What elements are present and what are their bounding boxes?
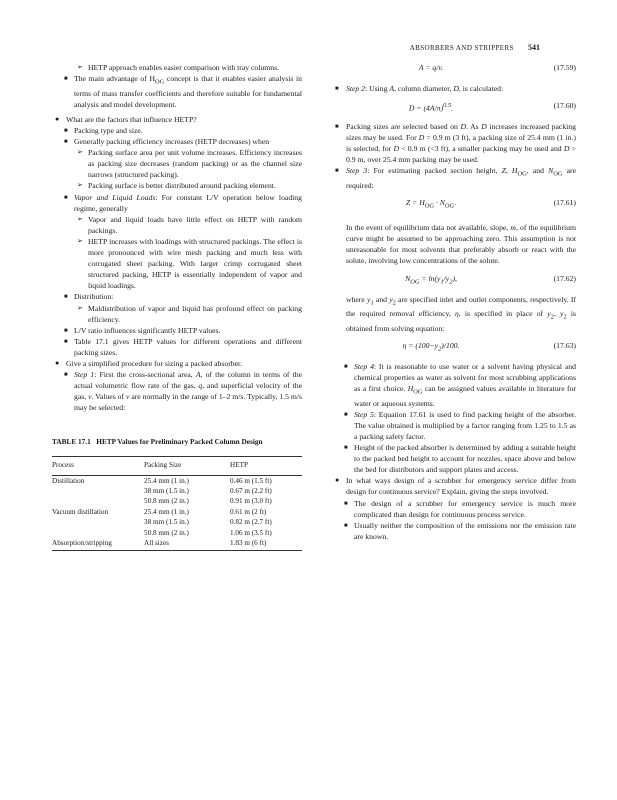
table-cell: 1.06 m (3.5 ft) — [230, 528, 272, 537]
table-cell: All sizes — [144, 538, 230, 551]
table-row — [52, 496, 302, 506]
paragraph: In the event of equilibrium data not available, slope, m, of the equilibrium curve might be assumed to be approaching zero. This assumption is not unreasonable for most solvents that preferably absorb or react with the solute, involving low concentrations of the solute. — [346, 223, 576, 266]
square-bullet-icon: ■ — [335, 124, 339, 131]
paragraph: ■ Table 17.1 gives HETP values for different operations and different packing sizes. — [64, 336, 302, 357]
equation-17-59 — [332, 62, 576, 77]
arrow-bullet-icon: ➢ — [77, 148, 83, 157]
equation-number: (17.61) — [553, 198, 576, 208]
paragraph: ■ Step 5: Equation 17.61 is used to find packing height of the absorber. The value obtained is multiplied by a factor ranging from 1.25 to 1.5 as a packing safety factor. — [344, 409, 576, 441]
table-row — [52, 486, 302, 496]
table-cell: 1.83 m (6 ft) — [230, 538, 302, 551]
table-row — [52, 528, 302, 538]
paragraph: where $y_1$ and $y_2$ are specified inlet and outlet components, respectively. If the required removal efficiency, η, is specified in place of $y_2$, $y_2$ is obtained from solving equation: — [346, 294, 576, 333]
hetp-table — [52, 456, 302, 551]
arrow-bullet-icon: ➢ — [77, 214, 83, 223]
equation-number: (17.59) — [553, 63, 576, 72]
arrow-bullet-icon: ➢ — [77, 236, 83, 245]
equation-body: A = q/v. — [418, 63, 444, 72]
square-bullet-icon: ■ — [64, 372, 68, 379]
paragraph: ■ Packing sizes are selected based on D. As D increases increased packing sizes may be used. For D = 0.9 m (3 ft), a packing size of 25.4 mm (1 in.) is selected, for D < 0.9 m (<3 ft), a smaller packing may be used and D > 0.9 m, over 25.4 mm packing may be used. — [335, 122, 576, 165]
running-header — [410, 43, 540, 52]
square-bullet-icon: ■ — [64, 128, 68, 134]
paragraph: ■ Step 3: For estimating packed section height, Z, $H_{OG}$, and $N_{OG}$ are required: — [335, 166, 576, 191]
equation-17-60 — [332, 100, 576, 115]
paragraph: ➢ Vapor and liquid loads have little effect on HETP with random packings. — [77, 214, 302, 235]
paragraph: ■ The design of a scrubber for emergency service is much more complicated than design for continuous process service. — [344, 498, 576, 519]
paragraph: ■ Step 2: Using A, column diameter, D, is calculated: — [332, 83, 576, 94]
equation-body: $Z = H_{OG} \cdot N_{OG}$. — [405, 198, 457, 210]
square-bullet-icon: ■ — [64, 194, 68, 201]
equation-17-61 — [332, 197, 576, 212]
paragraph: ■ Generally packing efficiency increases (HETP decreases) when — [52, 136, 302, 147]
question: ● What are the factors that influence HETP? — [55, 114, 197, 124]
paragraph: ■ Step 1: First the cross-sectional area, A, of the column in terms of the actual volumetric flow rate of the gas, q, and superficial velocity of the gas, v. Values of v are normally in the range of 1–2 m/s. Typically, 1.5 m/s may be selected: — [64, 370, 302, 413]
header-title: ABSORBERS AND STRIPPERS — [409, 44, 514, 52]
table-header: Packing Size — [144, 457, 230, 475]
table-row — [52, 475, 302, 486]
round-bullet-icon: ● — [335, 476, 340, 485]
equation-number: (17.62) — [553, 273, 576, 283]
paragraph: ➢ Maldistribution of vapor and liquid has profound effect on packing efficiency. — [77, 303, 302, 324]
table-cell: 25.4 mm (1 in.) — [144, 476, 189, 485]
arrow-bullet-icon: ➢ — [77, 303, 83, 312]
paragraph: ■ Step 4: It is reasonable to use water or a solvent having physical and chemical properties as water as solvent for most scrubbing applications as a first choice. $H_{OG}$ can be assigned values available in literature for water or aqueous systems. — [344, 361, 576, 408]
table-cell: 0.67 m (2.2 ft) — [230, 486, 272, 495]
square-bullet-icon: ■ — [344, 522, 348, 529]
paragraph: ➢ HETP approach enables easier comparison with tray columns. — [77, 63, 279, 72]
table-cell — [52, 486, 144, 496]
equation-body: $D = (4A/\pi)^{0.5}$. — [408, 102, 454, 113]
paragraph: ■ Distribution: — [52, 291, 302, 302]
equation-number: (17.63) — [553, 340, 576, 350]
square-bullet-icon: ■ — [344, 500, 348, 507]
table-cell: 50.8 mm (2 in.) — [144, 497, 189, 506]
equation-body: $N_{OG} = \ln(y_1/y_2)$, — [405, 273, 457, 286]
paragraph: ■ Height of the packed absorber is determined by adding a suitable height to the packed bed height to account for nozzles, space above and below the bed for distributors and support plates and access. — [344, 443, 576, 475]
equation-17-63 — [332, 340, 576, 355]
left-column — [52, 62, 302, 551]
square-bullet-icon: ■ — [344, 411, 348, 418]
round-bullet-icon: ● — [55, 358, 60, 367]
square-bullet-icon: ■ — [64, 338, 68, 345]
table-cell: 25.4 mm (1 in.) — [144, 507, 189, 516]
table-cell — [52, 517, 144, 527]
round-bullet-icon: ● — [55, 114, 60, 123]
square-bullet-icon: ■ — [64, 139, 68, 146]
question: ● In what ways design of a scrubber for emergency service differ from design for continuous service? Explain, giving the steps involved. — [335, 476, 576, 497]
square-bullet-icon: ■ — [335, 168, 339, 175]
paragraph: ■ The main advantage of $H_{OG}$ concept is that it enables easier analysis in terms of mass transfer coefficients and therefore suitable for fundamental analysis and model development. — [64, 74, 302, 109]
table-cell: 0.91 m (3.0 ft) — [230, 497, 272, 506]
table-cell — [52, 496, 144, 506]
table-cell: 0.82 m (2.7 ft) — [230, 518, 272, 527]
table-header: Process — [52, 457, 144, 475]
square-bullet-icon: ■ — [64, 76, 68, 83]
page-number: 541 — [528, 43, 540, 52]
paragraph: ■ Packing type and size. — [52, 125, 302, 136]
table-cell: Distillation — [52, 476, 85, 485]
paragraph: ■ L/V ratio influences significantly HETP values. — [52, 325, 302, 336]
equation-number: (17.60) — [553, 101, 576, 111]
paragraph: ➢ Packing surface area per unit volume increases. Efficiency increases as packing size decreases (random packing) or as the channel size narrows (structured packing). — [77, 148, 302, 180]
equation-17-62 — [332, 273, 576, 288]
arrow-bullet-icon: ➢ — [77, 181, 83, 190]
paragraph: ➢ Packing surface is better distributed around packing element. — [77, 181, 276, 191]
square-bullet-icon: ■ — [344, 363, 348, 370]
table-cell: 38 mm (1.5 in.) — [144, 518, 189, 527]
equation-body: $\eta = (100-y_2)/100$. — [402, 340, 460, 353]
square-bullet-icon: ■ — [64, 294, 68, 301]
table-row — [52, 507, 302, 517]
table-cell: 38 mm (1.5 in.) — [144, 486, 189, 495]
square-bullet-icon: ■ — [335, 86, 339, 92]
paragraph: ➢ HETP increases with loadings with structured packings. The effect is more pronounced with wire mesh packing and much less with corrugated sheet packing. With larger crimp corrugated sheet structured packing, HETP is essentially independent of vapor and liquid loadings. — [77, 236, 302, 291]
table-cell: 0.61 m (2 ft) — [230, 507, 267, 516]
table-cell: 50.8 mm (2 in.) — [144, 528, 189, 537]
table-caption: TABLE 17.1 HETP Values for Preliminary Packed Column Design — [52, 437, 263, 447]
paragraph: ■ Usually neither the composition of the emissions nor the emission rate are known. — [344, 520, 576, 541]
paragraph: ■ Vapor and Liquid Loads: For constant L/V operation below loading regime, generally — [64, 192, 302, 213]
table-cell — [52, 528, 144, 538]
table-cell: Absorption/stripping — [52, 538, 144, 551]
square-bullet-icon: ■ — [344, 445, 348, 452]
table-row — [52, 538, 302, 551]
table-cell: 0.46 m (1.5 ft) — [230, 476, 272, 485]
table-row — [52, 517, 302, 527]
arrow-bullet-icon: ➢ — [77, 63, 83, 71]
table-header: HETP — [230, 457, 302, 475]
question: ● Give a simplified procedure for sizing a packed absorber. — [55, 358, 243, 368]
table-cell: Vacuum distillation — [52, 507, 109, 516]
right-column — [332, 62, 576, 542]
square-bullet-icon: ■ — [64, 327, 68, 334]
